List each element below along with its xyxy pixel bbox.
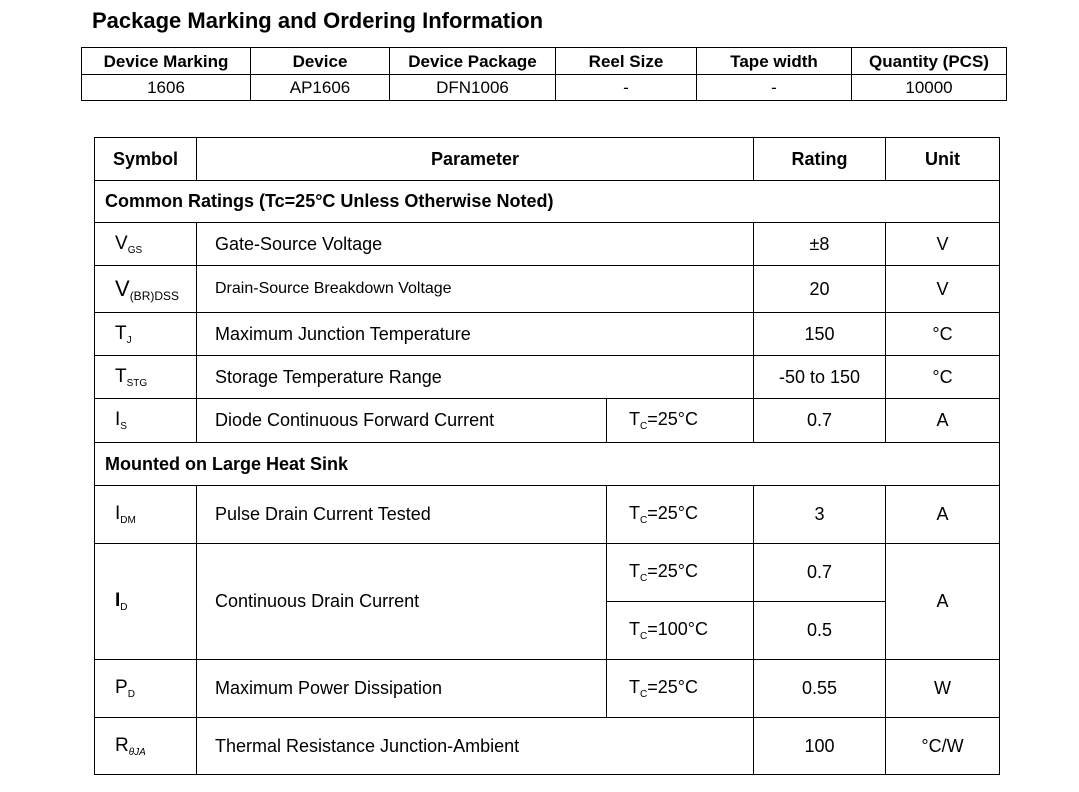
unit-cell: °C/W [886,718,1000,775]
condition-cell: $T_C=100^\circ C$ [607,602,754,660]
ratings-table [94,137,1000,775]
rating-cell: 0.55 [754,660,886,718]
section-row [95,443,1000,486]
header-device: Device [251,48,390,75]
parameter-cell: Maximum Junction Temperature [197,313,754,356]
symbol-cell: $I_D$ [95,544,197,660]
cell-tape-width: - [697,75,852,101]
rating-cell: 20 [754,266,886,313]
rating-cell: 0.7 [754,399,886,443]
header-device-marking: Device Marking [82,48,251,75]
symbol-cell: $T_J$ [95,313,197,356]
cell-reel-size: - [556,75,697,101]
rating-cell: 0.5 [754,602,886,660]
header-tape-width: Tape width [697,48,852,75]
parameter-cell: Pulse Drain Current Tested [197,486,607,544]
unit-cell: V [886,266,1000,313]
unit-cell: A [886,399,1000,443]
cell-quantity: 10000 [852,75,1007,101]
condition-cell: $T_C=25^\circ C$ [607,544,754,602]
rating-cell: 3 [754,486,886,544]
unit-cell: °C [886,356,1000,399]
ordering-row [82,75,1007,101]
header-parameter: Parameter [197,138,754,181]
parameter-cell: Maximum Power Dissipation [197,660,607,718]
symbol-cell: $V_{GS}$ [95,223,197,266]
parameter-cell: Storage Temperature Range [197,356,754,399]
table-row [95,486,1000,544]
table-row [95,223,1000,266]
header-unit: Unit [886,138,1000,181]
unit-cell: A [886,544,1000,660]
table-row [95,313,1000,356]
section-row [95,181,1000,223]
unit-cell: °C [886,313,1000,356]
table-row [95,399,1000,443]
symbol-cell: $I_{DM}$ [95,486,197,544]
table-row [95,356,1000,399]
header-reel-size: Reel Size [556,48,697,75]
page-title: Package Marking and Ordering Information [92,8,544,33]
ordering-header-row [82,48,1007,75]
rating-cell: 150 [754,313,886,356]
header-symbol: Symbol [95,138,197,181]
rating-cell: 100 [754,718,886,775]
table-row [95,718,1000,775]
table-row [95,660,1000,718]
condition-cell: $T_C=25^\circ C$ [607,660,754,718]
header-device-package: Device Package [390,48,556,75]
header-quantity: Quantity (PCS) [852,48,1007,75]
section-heat-sink: Mounted on Large Heat Sink [95,443,1000,486]
unit-cell: W [886,660,1000,718]
table-row [95,266,1000,313]
condition-cell: $T_C=25^\circ C$ [607,399,754,443]
parameter-cell: Continuous Drain Current [197,544,607,660]
unit-cell: V [886,223,1000,266]
cell-device-marking: 1606 [82,75,251,101]
table-row [95,544,1000,602]
symbol-cell: $V_{(BR)DSS}$ [95,266,197,313]
cell-device-package: DFN1006 [390,75,556,101]
unit-cell: A [886,486,1000,544]
parameter-cell: Drain-Source Breakdown Voltage [197,266,754,313]
rating-cell: -50 to 150 [754,356,886,399]
symbol-cell: $T_{STG}$ [95,356,197,399]
parameter-cell: Gate-Source Voltage [197,223,754,266]
symbol-cell: $R_{\theta JA}$ [95,718,197,775]
symbol-cell: $P_D$ [95,660,197,718]
parameter-cell: Thermal Resistance Junction-Ambient [197,718,754,775]
rating-cell: ±8 [754,223,886,266]
parameter-cell: Diode Continuous Forward Current [197,399,607,443]
section-common-ratings: Common Ratings (Tc=25°C Unless Otherwise Noted) [95,181,1000,223]
ordering-table [81,47,1007,101]
cell-device: AP1606 [251,75,390,101]
symbol-cell: $I_S$ [95,399,197,443]
condition-cell: $T_C=25^\circ C$ [607,486,754,544]
header-rating: Rating [754,138,886,181]
rating-cell: 0.7 [754,544,886,602]
ratings-header-row [95,138,1000,181]
